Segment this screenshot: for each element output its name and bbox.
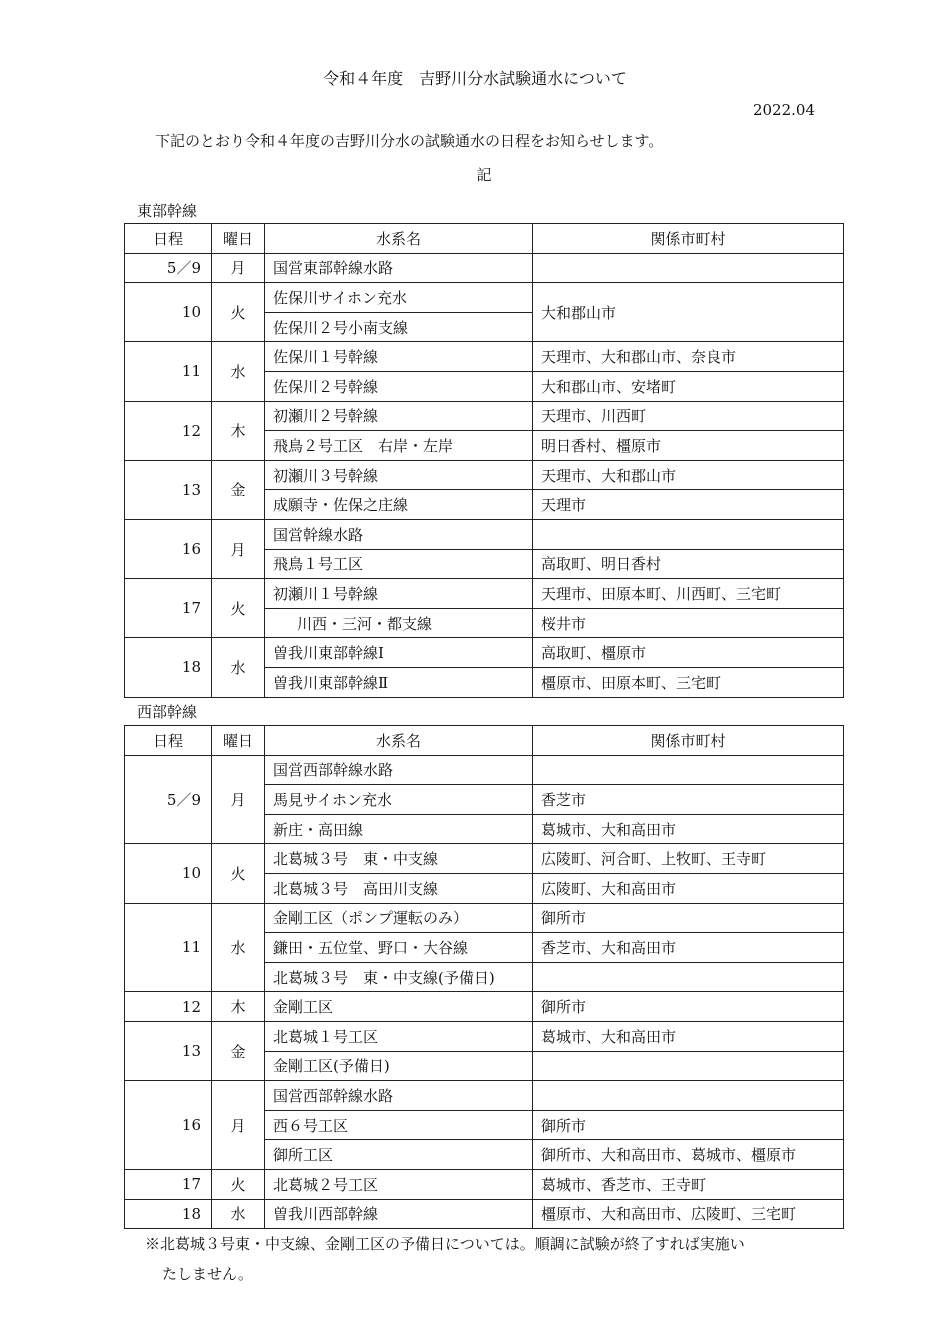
city-cell <box>533 1081 844 1111</box>
day-cell: 16 <box>125 519 212 578</box>
water-system-cell: 佐保川２号小南支線 <box>265 312 533 342</box>
day-cell: 11 <box>125 342 212 401</box>
city-cell: 天理市、田原本町、川西町、三宅町 <box>533 579 844 609</box>
document-date: 2022.04 <box>752 101 815 119</box>
header-weekday: 曜日 <box>212 224 265 254</box>
city-cell: 香芝市、大和高田市 <box>533 933 844 963</box>
weekday-cell: 月 <box>212 1081 265 1170</box>
water-system-cell: 御所工区 <box>265 1140 533 1170</box>
city-cell: 天理市、大和郡山市 <box>533 460 844 490</box>
weekday-cell: 火 <box>212 1169 265 1199</box>
city-cell: 高取町、明日香村 <box>533 549 844 579</box>
weekday-cell: 金 <box>212 460 265 519</box>
water-system-cell: 曽我川東部幹線Ⅰ <box>265 638 533 668</box>
day-cell: 12 <box>125 992 212 1022</box>
header-day: 日程 <box>125 726 212 756</box>
city-cell: 天理市 <box>533 490 844 520</box>
city-cell: 高取町、橿原市 <box>533 638 844 668</box>
table-row <box>125 1199 844 1229</box>
day-cell: 17 <box>125 579 212 638</box>
water-system-cell: 北葛城２号工区 <box>265 1169 533 1199</box>
header-city: 関係市町村 <box>533 726 844 756</box>
city-cell: 桜井市 <box>533 608 844 638</box>
table-row <box>125 579 844 609</box>
city-cell: 天理市、川西町 <box>533 401 844 431</box>
city-cell <box>533 519 844 549</box>
water-system-cell: 曽我川西部幹線 <box>265 1199 533 1229</box>
city-cell: 香芝市 <box>533 785 844 815</box>
city-cell <box>533 253 844 283</box>
water-system-cell: 金剛工区 <box>265 992 533 1022</box>
weekday-cell: 金 <box>212 1021 265 1080</box>
header-water: 水系名 <box>265 726 533 756</box>
day-cell: 13 <box>125 1021 212 1080</box>
header-water: 水系名 <box>265 224 533 254</box>
table-row <box>125 844 844 874</box>
day-cell: 18 <box>125 1199 212 1229</box>
table-row <box>125 755 844 785</box>
water-system-cell: 初瀬川３号幹線 <box>265 460 533 490</box>
day-cell: 12 <box>125 401 212 460</box>
city-cell: 御所市、大和高田市、葛城市、橿原市 <box>533 1140 844 1170</box>
weekday-cell: 火 <box>212 844 265 903</box>
weekday-cell: 火 <box>212 283 265 342</box>
city-cell: 葛城市、大和高田市 <box>533 814 844 844</box>
day-cell: 5／9 <box>125 253 212 283</box>
water-system-cell: 新庄・高田線 <box>265 814 533 844</box>
city-cell <box>533 1051 844 1081</box>
city-cell: 御所市 <box>533 903 844 933</box>
day-cell: 5／9 <box>125 755 212 844</box>
table-row <box>125 1021 844 1051</box>
water-system-cell: 北葛城３号 高田川支線 <box>265 873 533 903</box>
weekday-cell: 水 <box>212 1199 265 1229</box>
day-cell: 10 <box>125 844 212 903</box>
water-system-cell: 国営幹線水路 <box>265 519 533 549</box>
weekday-cell: 水 <box>212 342 265 401</box>
day-cell: 13 <box>125 460 212 519</box>
weekday-cell: 木 <box>212 992 265 1022</box>
water-system-cell: 金剛工区(予備日) <box>265 1051 533 1081</box>
day-cell: 17 <box>125 1169 212 1199</box>
day-cell: 18 <box>125 638 212 697</box>
city-cell: 広陵町、大和高田市 <box>533 873 844 903</box>
city-cell: 大和郡山市、安堵町 <box>533 371 844 401</box>
water-system-cell: 北葛城３号 東・中支線(予備日) <box>265 962 533 992</box>
weekday-cell: 木 <box>212 401 265 460</box>
table-row <box>125 903 844 933</box>
water-system-cell: 馬見サイホン充水 <box>265 785 533 815</box>
city-cell <box>533 755 844 785</box>
west-schedule-table <box>124 725 844 1229</box>
table-row <box>125 283 844 313</box>
water-system-cell: 佐保川２号幹線 <box>265 371 533 401</box>
weekday-cell: 月 <box>212 253 265 283</box>
water-system-cell: 金剛工区（ポンプ運転のみ） <box>265 903 533 933</box>
water-system-cell: 飛鳥１号工区 <box>265 549 533 579</box>
east-schedule-table <box>124 223 844 698</box>
water-system-cell: 鎌田・五位堂、野口・大谷線 <box>265 933 533 963</box>
day-cell: 11 <box>125 903 212 992</box>
water-system-cell: 初瀬川２号幹線 <box>265 401 533 431</box>
city-cell <box>533 962 844 992</box>
day-cell: 10 <box>125 283 212 342</box>
water-system-cell: 飛鳥２号工区 右岸・左岸 <box>265 431 533 461</box>
water-system-cell: 西６号工区 <box>265 1110 533 1140</box>
weekday-cell: 水 <box>212 638 265 697</box>
water-system-cell: 佐保川１号幹線 <box>265 342 533 372</box>
table-row <box>125 401 844 431</box>
water-system-cell: 初瀬川１号幹線 <box>265 579 533 609</box>
day-cell: 16 <box>125 1081 212 1170</box>
table-row <box>125 1169 844 1199</box>
header-day: 日程 <box>125 224 212 254</box>
water-system-cell: 北葛城１号工区 <box>265 1021 533 1051</box>
city-cell: 明日香村、橿原市 <box>533 431 844 461</box>
city-cell: 大和郡山市 <box>533 283 844 342</box>
note-line-1: ※北葛城３号東・中支線、金剛工区の予備日については。順調に試験が終了すれば実施い <box>145 1235 745 1253</box>
weekday-cell: 火 <box>212 579 265 638</box>
page-title: 令和４年度 吉野川分水試験通水について <box>323 69 627 88</box>
city-cell: 天理市、大和郡山市、奈良市 <box>533 342 844 372</box>
city-cell: 広陵町、河合町、上牧町、王寺町 <box>533 844 844 874</box>
city-cell: 御所市 <box>533 992 844 1022</box>
water-system-cell: 曽我川東部幹線Ⅱ <box>265 667 533 697</box>
note-line-2: たしません。 <box>162 1265 253 1283</box>
table-row <box>125 460 844 490</box>
ki-heading: 記 <box>476 166 492 184</box>
table-header-row <box>125 224 844 254</box>
water-system-cell: 成願寺・佐保之庄線 <box>265 490 533 520</box>
intro-text: 下記のとおり令和４年度の吉野川分水の試験通水の日程をお知らせします。 <box>155 132 664 150</box>
water-system-cell: 国営西部幹線水路 <box>265 755 533 785</box>
water-system-cell: 佐保川サイホン充水 <box>265 283 533 313</box>
table-row <box>125 638 844 668</box>
weekday-cell: 月 <box>212 755 265 844</box>
city-cell: 葛城市、大和高田市 <box>533 1021 844 1051</box>
west-section-label: 西部幹線 <box>137 703 198 721</box>
header-weekday: 曜日 <box>212 726 265 756</box>
city-cell: 橿原市、田原本町、三宅町 <box>533 667 844 697</box>
water-system-cell: 国営東部幹線水路 <box>265 253 533 283</box>
table-row <box>125 992 844 1022</box>
header-city: 関係市町村 <box>533 224 844 254</box>
table-row <box>125 253 844 283</box>
city-cell: 葛城市、香芝市、王寺町 <box>533 1169 844 1199</box>
city-cell: 橿原市、大和高田市、広陵町、三宅町 <box>533 1199 844 1229</box>
table-header-row <box>125 726 844 756</box>
water-system-cell: 川西・三河・都支線 <box>265 608 533 638</box>
water-system-cell: 国営西部幹線水路 <box>265 1081 533 1111</box>
city-cell: 御所市 <box>533 1110 844 1140</box>
weekday-cell: 水 <box>212 903 265 992</box>
table-row <box>125 342 844 372</box>
weekday-cell: 月 <box>212 519 265 578</box>
table-row <box>125 519 844 549</box>
east-section-label: 東部幹線 <box>137 202 198 220</box>
table-row <box>125 1081 844 1111</box>
water-system-cell: 北葛城３号 東・中支線 <box>265 844 533 874</box>
